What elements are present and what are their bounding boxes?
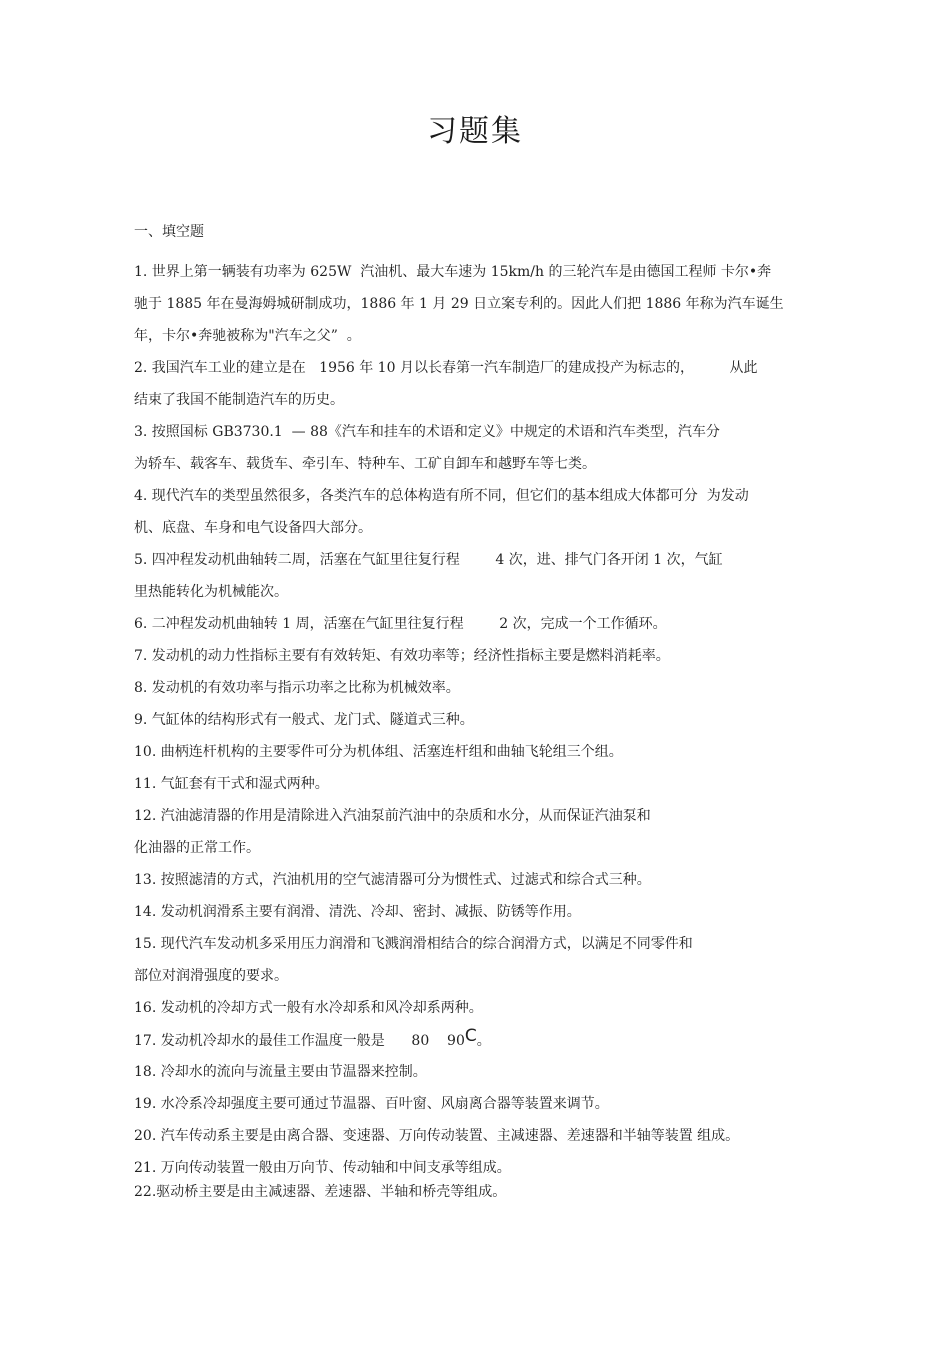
text-line: 16. 发动机的冷却方式一般有水冷却系和风冷却系两种。	[134, 1000, 483, 1016]
section-heading: 一、填空题	[134, 224, 204, 240]
text-line: 9. 气缸体的结构形式有一般式、龙门式、隧道式三种。	[134, 712, 474, 728]
text-line: 结束了我国不能制造汽车的历史。	[134, 392, 344, 408]
text-line-17-main: 17. 发动机冷却水的最佳工作温度一般是 80 90	[134, 1033, 465, 1049]
text-line: 1. 世界上第一辆装有功率为 625W 汽油机、最大车速为 15km/h 的三轮汽车是由德国工程师 卡尔•奔	[134, 264, 772, 280]
text-line: 4. 现代汽车的类型虽然很多，各类汽车的总体构造有所不同，但它们的基本组成大体都可分 为发动	[134, 488, 749, 504]
text-line: 12. 汽油滤清器的作用是清除进入汽油泵前汽油中的杂质和水分，从而保证汽油泵和	[134, 808, 651, 824]
text-line: 20. 汽车传动系主要是由离合器、变速器、万向传动装置、主减速器、差速器和半轴等装置 组成。	[134, 1128, 740, 1144]
text-line: 部位对润滑强度的要求。	[134, 968, 288, 984]
text-line: 18. 冷却水的流向与流量主要由节温器来控制。	[134, 1064, 427, 1080]
text-line: 机、底盘、车身和电气设备四大部分。	[134, 520, 372, 536]
text-line: 22.驱动桥主要是由主减速器、差速器、半轴和桥壳等组成。	[134, 1184, 507, 1200]
temperature-unit: C	[464, 1026, 477, 1046]
text-line: 15. 现代汽车发动机多采用压力润滑和飞溅润滑相结合的综合润滑方式，以满足不同零件和	[134, 936, 693, 952]
text-line: 里热能转化为机械能次。	[134, 584, 288, 600]
text-line: 19. 水冷系冷却强度主要可通过节温器、百叶窗、风扇离合器等装置来调节。	[134, 1096, 609, 1112]
text-line: 5. 四冲程发动机曲轴转二周，活塞在气缸里往复行程 4 次，进、排气门各开闭 1 次，气缸	[134, 552, 723, 568]
page-title: 习题集	[427, 114, 523, 149]
text-line: 7. 发动机的动力性指标主要有有效转矩、有效功率等；经济性指标主要是燃料消耗率。	[134, 648, 670, 664]
text-line: 为轿车、载客车、载货车、牵引车、特种车、工矿自卸车和越野车等七类。	[134, 456, 596, 472]
text-line: 14. 发动机润滑系主要有润滑、清洗、冷却、密封、减振、防锈等作用。	[134, 904, 581, 920]
text-line: 6. 二冲程发动机曲轴转 1 周，活塞在气缸里往复行程 2 次，完成一个工作循环。	[134, 616, 667, 632]
text-line: 8. 发动机的有效功率与指示功率之比称为机械效率。	[134, 680, 460, 696]
text-line: 3. 按照国标 GB3730.1 — 88《汽车和挂车的术语和定义》中规定的术语和汽车类型，汽车分	[134, 424, 720, 440]
text-line: 化油器的正常工作。	[134, 840, 260, 856]
text-line: 驰于 1885 年在曼海姆城研制成功，1886 年 1 月 29 日立案专利的。因此人们把 1886 年称为汽车诞生	[134, 296, 784, 312]
text-line: 10. 曲柄连杆机构的主要零件可分为机体组、活塞连杆组和曲轴飞轮组三个组。	[134, 744, 623, 760]
text-line: 11. 气缸套有干式和湿式两种。	[134, 776, 329, 792]
text-line: 2. 我国汽车工业的建立是在 1956 年 10 月以长春第一汽车制造厂的建成投产为标志的， 从此	[134, 360, 758, 376]
text-line: 21. 万向传动装置一般由万向节、传动轴和中间支承等组成。	[134, 1160, 511, 1176]
text-line: 年，卡尔•奔驰被称为"汽车之父” 。	[134, 328, 361, 344]
text-line-17-end: 。	[476, 1033, 491, 1049]
text-line-17	[134, 1026, 491, 1051]
text-line: 13. 按照滤清的方式，汽油机用的空气滤清器可分为惯性式、过滤式和综合式三种。	[134, 872, 651, 888]
